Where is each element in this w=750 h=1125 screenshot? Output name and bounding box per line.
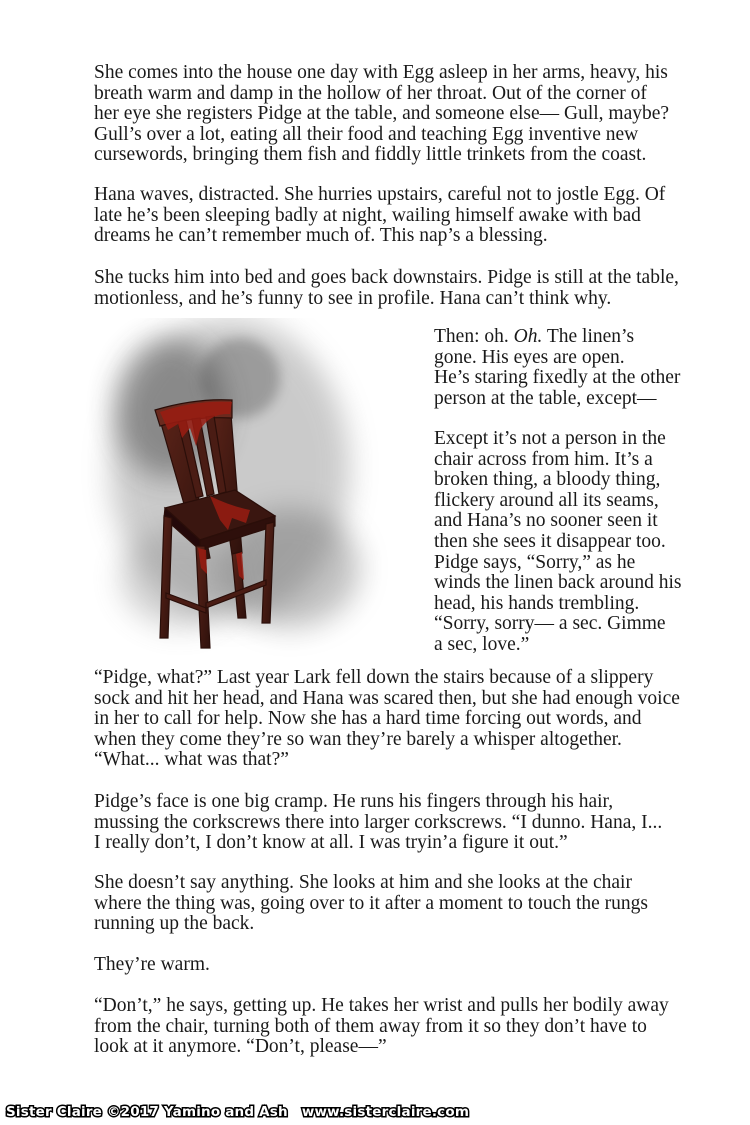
text-fragment: Then: oh.	[434, 326, 514, 347]
text-line: person at the table, except—	[434, 387, 657, 409]
text-line: head, his hands trembling.	[434, 592, 640, 614]
text-line: She tucks him into bed and goes back downstairs. Pidge is still at the table,	[94, 267, 679, 288]
paragraph-7	[94, 955, 694, 976]
text-line: Pidge’s face is one big cramp. He runs his fingers through his hair,	[94, 791, 614, 812]
text-line: when they come they’re so wan they’re barely a whisper altogether.	[94, 728, 622, 750]
emphasis-text: Oh.	[513, 326, 543, 347]
text-line: in her to call for help. Now she has a hard time forcing out words, and	[94, 708, 642, 730]
text-line: He’s staring fixedly at the other	[434, 367, 681, 389]
text-line: broken thing, a bloody thing,	[434, 469, 661, 491]
paragraph-2	[94, 185, 694, 247]
text-line: “Sorry, sorry— a sec. Gimme	[434, 613, 666, 635]
text-line	[434, 327, 714, 348]
text-line: look at it anymore. “Don’t, please—”	[94, 1036, 387, 1058]
text-line: They’re warm.	[94, 954, 210, 975]
text-line: Except it’s not a person in the	[434, 428, 666, 449]
text-line: late he’s been sleeping badly at night, wailing himself awake with bad	[94, 204, 641, 226]
text-line: gone. His eyes are open.	[434, 346, 625, 368]
copyright-footer	[6, 1104, 483, 1120]
text-line: Gull’s over a lot, eating all their food and teaching Egg inventive new	[94, 123, 639, 145]
text-line: “What... what was that?”	[94, 749, 289, 771]
text-line: Hana waves, distracted. She hurries upstairs, careful not to jostle Egg. Of	[94, 184, 666, 205]
text-line: dreams he can’t remember much of. This nap’s a blessing.	[94, 225, 548, 247]
text-line: a sec, love.”	[434, 633, 530, 655]
text-line: breath warm and damp in the hollow of her throat. Out of the corner of	[94, 82, 647, 104]
site-url: www.sisterclaire.com	[301, 1104, 470, 1120]
copyright-notice: Sister Claire ©2017 Yamino and Ash	[6, 1104, 288, 1120]
text-line: She doesn’t say anything. She looks at him and she looks at the chair	[94, 872, 632, 893]
text-line: motionless, and he’s funny to see in profile. Hana can’t think why.	[94, 287, 612, 309]
side-paragraph-1	[434, 327, 714, 409]
text-line: running up the back.	[94, 913, 255, 935]
text-line: then she sees it disappear too.	[434, 530, 666, 552]
text-line: “Pidge, what?” Last year Lark fell down the stairs because of a slippery	[94, 667, 654, 688]
paragraph-6	[94, 873, 694, 935]
side-paragraph-2	[434, 429, 714, 656]
text-fragment: The linen’s	[542, 326, 635, 347]
text-line: She comes into the house one day with Egg asleep in her arms, heavy, his	[94, 62, 668, 83]
text-line: chair across from him. It’s a	[434, 448, 653, 470]
text-line: where the thing was, going over to it after a moment to touch the rungs	[94, 892, 648, 914]
text-line: her eye she registers Pidge at the table, and someone else— Gull, maybe?	[94, 103, 670, 125]
text-line: Pidge says, “Sorry,” as he	[434, 551, 636, 573]
paragraph-3	[94, 268, 694, 309]
paragraph-5	[94, 792, 694, 854]
paragraph-8	[94, 996, 694, 1058]
text-line: cursewords, bringing them fish and fiddly little trinkets from the coast.	[94, 144, 647, 166]
text-line: mussing the corkscrews there into larger corkscrews. “I dunno. Hana, I...	[94, 811, 663, 833]
text-line: and Hana’s no sooner seen it	[434, 510, 658, 532]
bloody-chair-illustration	[60, 318, 420, 658]
text-line: from the chair, turning both of them away from it so they don’t have to	[94, 1015, 647, 1037]
text-line: I really don’t, I don’t know at all. I was tryin’a figure it out.”	[94, 832, 568, 854]
text-line: “Don’t,” he says, getting up. He takes her wrist and pulls her bodily away	[94, 995, 669, 1016]
text-line: winds the linen back around his	[434, 572, 682, 594]
paragraph-4	[94, 668, 694, 771]
text-line: flickery around all its seams,	[434, 489, 659, 511]
text-line: sock and hit her head, and Hana was scared then, but she had enough voice	[94, 687, 680, 709]
paragraph-1	[94, 63, 694, 166]
